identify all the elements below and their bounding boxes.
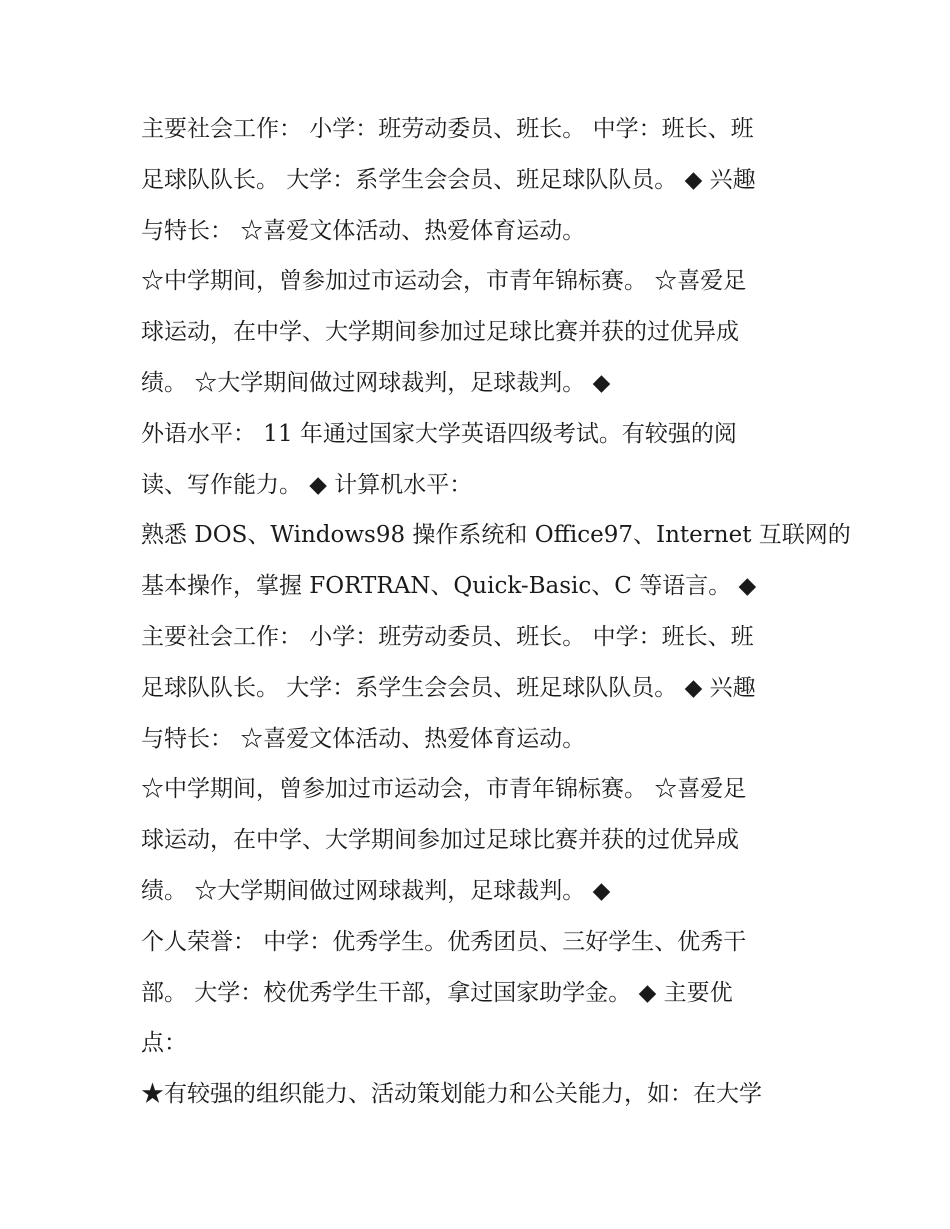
text-line: ☆中学期间，曾参加过市运动会，市青年锦标赛。 ☆喜爱足: [141, 268, 747, 295]
text-line: 部。 大学：校优秀学生干部，拿过国家助学金。 ◆ 主要优: [141, 979, 733, 1006]
text-line: 球运动，在中学、大学期间参加过足球比赛并获的过优异成: [141, 827, 739, 854]
text-line: 足球队队长。 大学：系学生会会员、班足球队队员。 ◆ 兴趣: [141, 166, 756, 193]
text-line: 球运动，在中学、大学期间参加过足球比赛并获的过优异成: [141, 319, 739, 346]
text-line: ★有较强的组织能力、活动策划能力和公关能力，如：在大学: [141, 1081, 762, 1108]
text-line: 绩。 ☆大学期间做过网球裁判，足球裁判。 ◆: [141, 877, 611, 904]
text-line: 主要社会工作： 小学：班劳动委员、班长。 中学：班长、班: [141, 116, 754, 142]
text-line: ☆中学期间，曾参加过市运动会，市青年锦标赛。 ☆喜爱足: [141, 776, 747, 803]
text-line: 外语水平： 11 年通过国家大学英语四级考试。有较强的阅: [141, 420, 737, 447]
text-line: 个人荣誉： 中学：优秀学生。优秀团员、三好学生、优秀干: [141, 928, 747, 955]
text-line: 绩。 ☆大学期间做过网球裁判，足球裁判。 ◆: [141, 369, 611, 396]
text-line: 读、写作能力。 ◆ 计算机水平：: [141, 471, 473, 498]
document-body: [141, 104, 851, 1120]
text-line: 足球队队长。 大学：系学生会会员、班足球队队员。 ◆ 兴趣: [141, 674, 756, 701]
text-line: 主要社会工作： 小学：班劳动委员、班长。 中学：班长、班: [141, 623, 754, 650]
text-line: 熟悉 DOS、Windows98 操作系统和 Office97、Internet 互联网的: [141, 522, 851, 549]
text-line: 与特长： ☆喜爱文体活动、热爱体育运动。: [141, 217, 586, 244]
text-line: 基本操作，掌握 FORTRAN、Quick-Basic、C 等语言。 ◆: [141, 573, 757, 600]
text-line: 点：: [141, 1030, 187, 1057]
text-line: 与特长： ☆喜爱文体活动、热爱体育运动。: [141, 725, 586, 752]
